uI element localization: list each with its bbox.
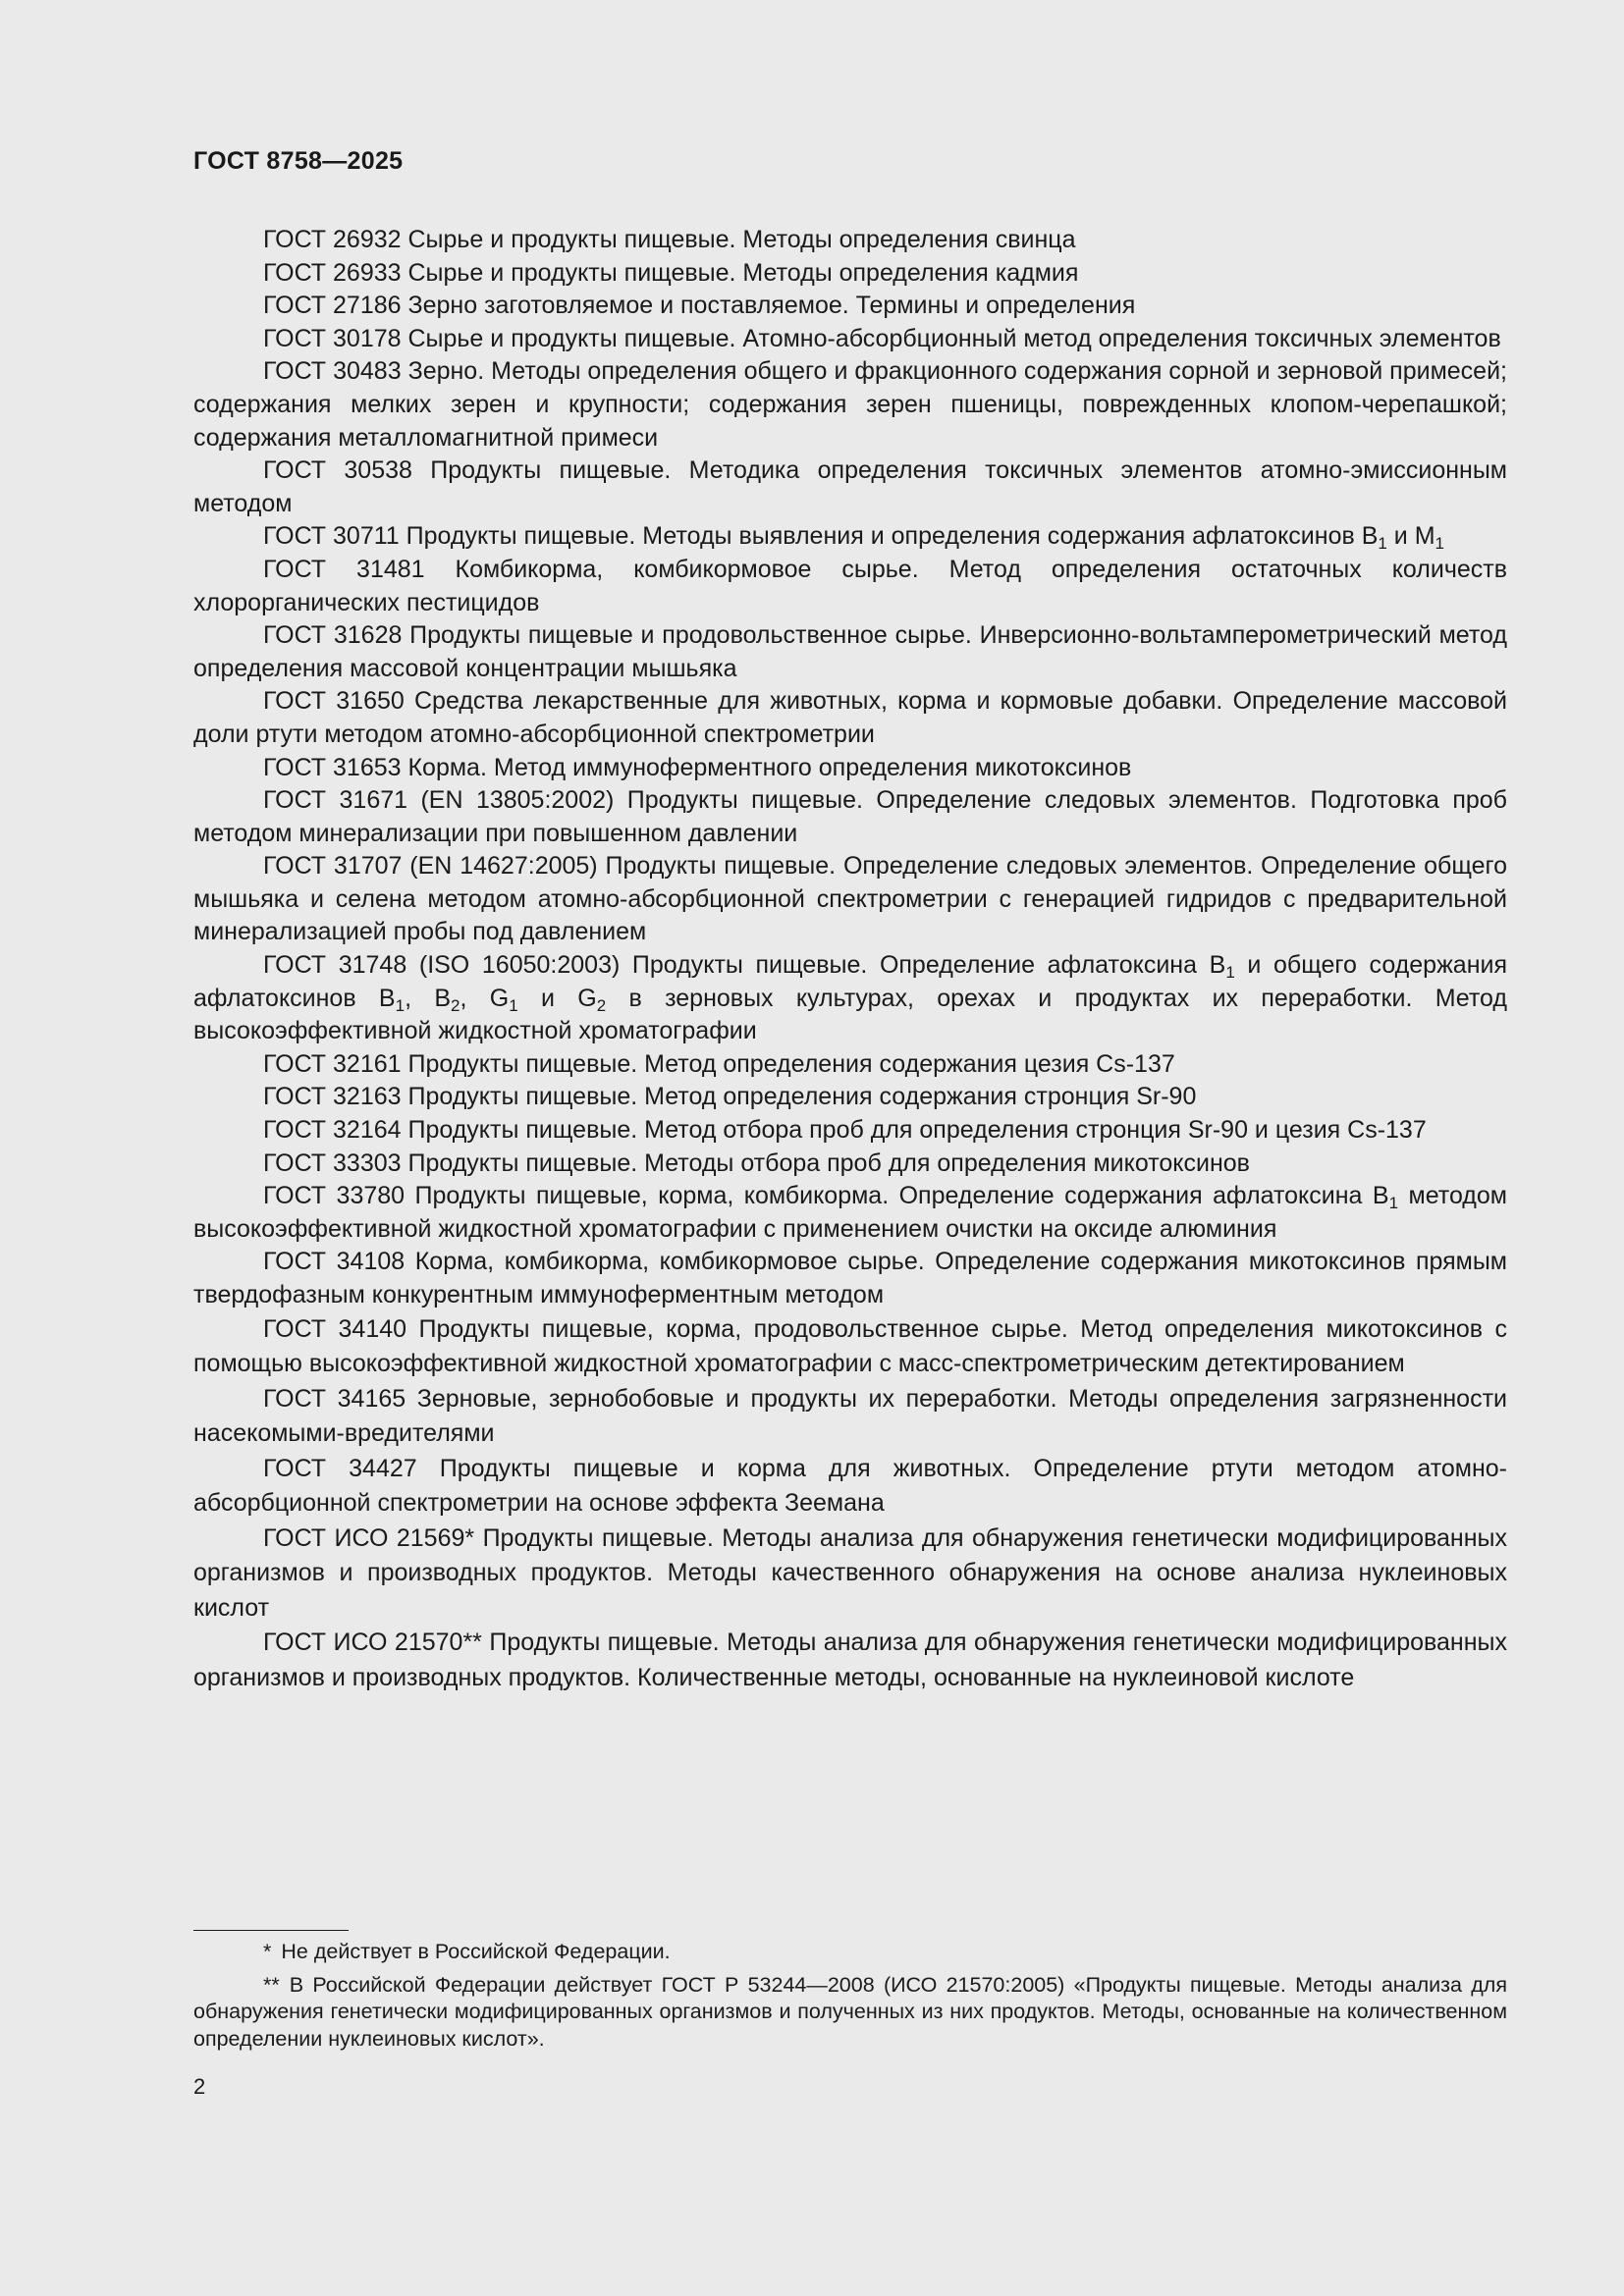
subscript: 1 — [1378, 534, 1387, 554]
footnote-marker: ** — [263, 1972, 280, 1997]
reference-text: и общего содержания афлатоксинов В — [193, 951, 1508, 1012]
subscript: 1 — [1435, 534, 1445, 554]
reference-text: ГОСТ 26932 Сырье и продукты пищевые. Методы определения свинца — [263, 226, 1076, 253]
reference-item — [193, 1246, 1507, 1311]
reference-item — [193, 257, 1507, 291]
subscript: 1 — [1225, 962, 1235, 982]
reference-item — [193, 685, 1507, 751]
page-number: 2 — [193, 2074, 206, 2099]
reference-text: ГОСТ 34140 Продукты пищевые, корма, продовольственное сырье. Метод определения микотоксинов с помощью высокоэффективной жидкостной хроматографии с масс-спектрометрическим детектированием — [193, 1314, 1507, 1378]
reference-text: ГОСТ 34108 Корма, комбикорма, комбикормовое сырье. Определение содержания микотоксинов прямым твердофазным конкурентным иммуноферментным методом — [193, 1248, 1507, 1308]
reference-text: методом высокоэффективной жидкостной хроматографии с применением очистки на оксиде алюминия — [193, 1182, 1507, 1243]
reference-text: ГОСТ 32161 Продукты пищевые. Метод определения содержания цезия Cs-137 — [263, 1049, 1175, 1078]
reference-text: и М — [1386, 522, 1435, 551]
reference-text: ГОСТ 33780 Продукты пищевые, корма, комбикорма. Определение содержания афлатоксина В — [263, 1182, 1389, 1210]
subscript: 1 — [509, 995, 518, 1015]
footnote-text: В Российской Федерации действует ГОСТ Р 53244—2008 (ИСО 21570:2005) «Продукты пищевые. Методы анализа для обнаружения генетически модифицированных организмов и полученных из них продуктов. Методы, основанные на количественном определении нуклеиновых кислот». — [193, 1972, 1507, 2051]
reference-item — [193, 1180, 1507, 1246]
reference-item — [193, 520, 1507, 554]
reference-text: в зерновых культурах, орехах и продуктах их переработки. Метод высокоэффективной жидкостной хроматографии — [193, 984, 1507, 1045]
reference-text: ГОСТ 30483 Зерно. Методы определения общего и фракционного содержания сорной и зерновой примесей; содержания мелких зерен и крупности; содержания зерен пшеницы, поврежденных клопом-черепашкой; содержания металломагнитной примеси — [193, 357, 1507, 452]
document-header: ГОСТ 8758—2025 — [193, 147, 404, 175]
reference-text: ГОСТ ИСО 21570** Продукты пищевые. Методы анализа для обнаружения генетически модифицированных организмов и производных продуктов. Количественные методы, основанные на нуклеиновой кислоте — [193, 1629, 1507, 1691]
reference-text: ГОСТ 31748 (ISO 16050:2003) Продукты пищевые. Определение афлатоксина В — [263, 951, 1226, 980]
footnote — [193, 1939, 1507, 1966]
reference-item — [193, 355, 1507, 454]
reference-item — [193, 752, 1507, 785]
subscript: 2 — [596, 995, 607, 1015]
reference-item — [193, 1626, 1507, 1695]
reference-text: , В — [405, 984, 452, 1012]
reference-item — [193, 454, 1507, 520]
reference-item — [193, 554, 1507, 619]
reference-text: ГОСТ 26933 Сырье и продукты пищевые. Методы определения кадмия — [263, 258, 1079, 287]
reference-item — [193, 1048, 1507, 1082]
reference-text: ГОСТ 31707 (EN 14627:2005) Продукты пищевые. Определение следовых элементов. Определение общего мышьяка и селена методом атомно-абсорбционной спектрометрии с генерацией гидридов с предварительной минерализацией пробы под давлением — [193, 852, 1507, 946]
reference-text: ГОСТ 34165 Зерновые, зернобобовые и продукты их переработки. Методы определения загрязненности насекомыми-вредителями — [193, 1384, 1507, 1448]
reference-text: ГОСТ 31653 Корма. Метод иммуноферментного определения микотоксинов — [263, 753, 1132, 781]
reference-text: ГОСТ 34427 Продукты пищевые и корма для животных. Определение ртути методом атомно-абсорбционной спектрометрии на основе эффекта Зеемана — [193, 1454, 1507, 1518]
subscript: 1 — [1388, 1193, 1399, 1212]
reference-text: ГОСТ 31481 Комбикорма, комбикормовое сырье. Метод определения остаточных количеств хлорорганических пестицидов — [193, 555, 1507, 616]
reference-item — [193, 1148, 1507, 1181]
reference-item — [193, 850, 1507, 949]
reference-text: ГОСТ 30538 Продукты пищевые. Методика определения токсичных элементов атомно-эмиссионным методом — [193, 456, 1507, 517]
reference-item — [193, 1312, 1507, 1382]
reference-item — [193, 224, 1507, 257]
reference-text: ГОСТ ИСО 21569* Продукты пищевые. Методы анализа для обнаружения генетически модифицированных организмов и производных продуктов. Методы качественного обнаружения на основе анализа нуклеиновых кислот — [193, 1523, 1507, 1622]
reference-text: ГОСТ 27186 Зерно заготовляемое и поставляемое. Термины и определения — [263, 292, 1136, 320]
reference-text: ГОСТ 32164 Продукты пищевые. Метод отбора проб для определения стронция Sr-90 и цезия Cs-137 — [263, 1116, 1427, 1145]
reference-item — [193, 1114, 1507, 1148]
footnote-divider — [193, 1930, 349, 1931]
subscript: 1 — [395, 995, 406, 1015]
reference-item — [193, 1452, 1507, 1522]
reference-text: ГОСТ 30178 Сырье и продукты пищевые. Атомно-абсорбционный метод определения токсичных элементов — [263, 324, 1501, 352]
reference-item — [193, 290, 1507, 323]
footnote — [193, 1972, 1507, 2054]
footnote-marker: * — [263, 1940, 272, 1963]
reference-text: ГОСТ 32163 Продукты пищевые. Метод определения содержания стронция Sr-90 — [263, 1083, 1197, 1111]
reference-item — [193, 1382, 1507, 1452]
reference-text: , G — [460, 984, 510, 1012]
reference-text: ГОСТ 31628 Продукты пищевые и продовольственное сырье. Инверсионно-вольтамперометрический метод определения массовой концентрации мышьяка — [193, 621, 1507, 682]
reference-item — [193, 1081, 1507, 1114]
reference-text: и G — [517, 984, 597, 1012]
reference-text: ГОСТ 30711 Продукты пищевые. Методы выявления и определения содержания афлатоксинов В — [263, 522, 1379, 551]
footnotes-section — [193, 1939, 1507, 2058]
subscript: 2 — [451, 995, 460, 1015]
reference-item — [193, 1522, 1507, 1627]
reference-item — [193, 323, 1507, 356]
reference-item — [193, 784, 1507, 850]
reference-text: ГОСТ 31671 (EN 13805:2002) Продукты пищевые. Определение следовых элементов. Подготовка проб методом минерализации при повышенном давлении — [193, 786, 1507, 847]
reference-item — [193, 619, 1507, 685]
reference-item — [193, 949, 1507, 1048]
normative-references-list — [193, 224, 1507, 1695]
reference-text: ГОСТ 31650 Средства лекарственные для животных, корма и кормовые добавки. Определение массовой доли ртути методом атомно-абсорбционной спектрометрии — [193, 687, 1507, 748]
footnote-text: Не действует в Российской Федерации. — [281, 1940, 671, 1963]
reference-text: ГОСТ 33303 Продукты пищевые. Методы отбора проб для определения микотоксинов — [263, 1148, 1250, 1177]
